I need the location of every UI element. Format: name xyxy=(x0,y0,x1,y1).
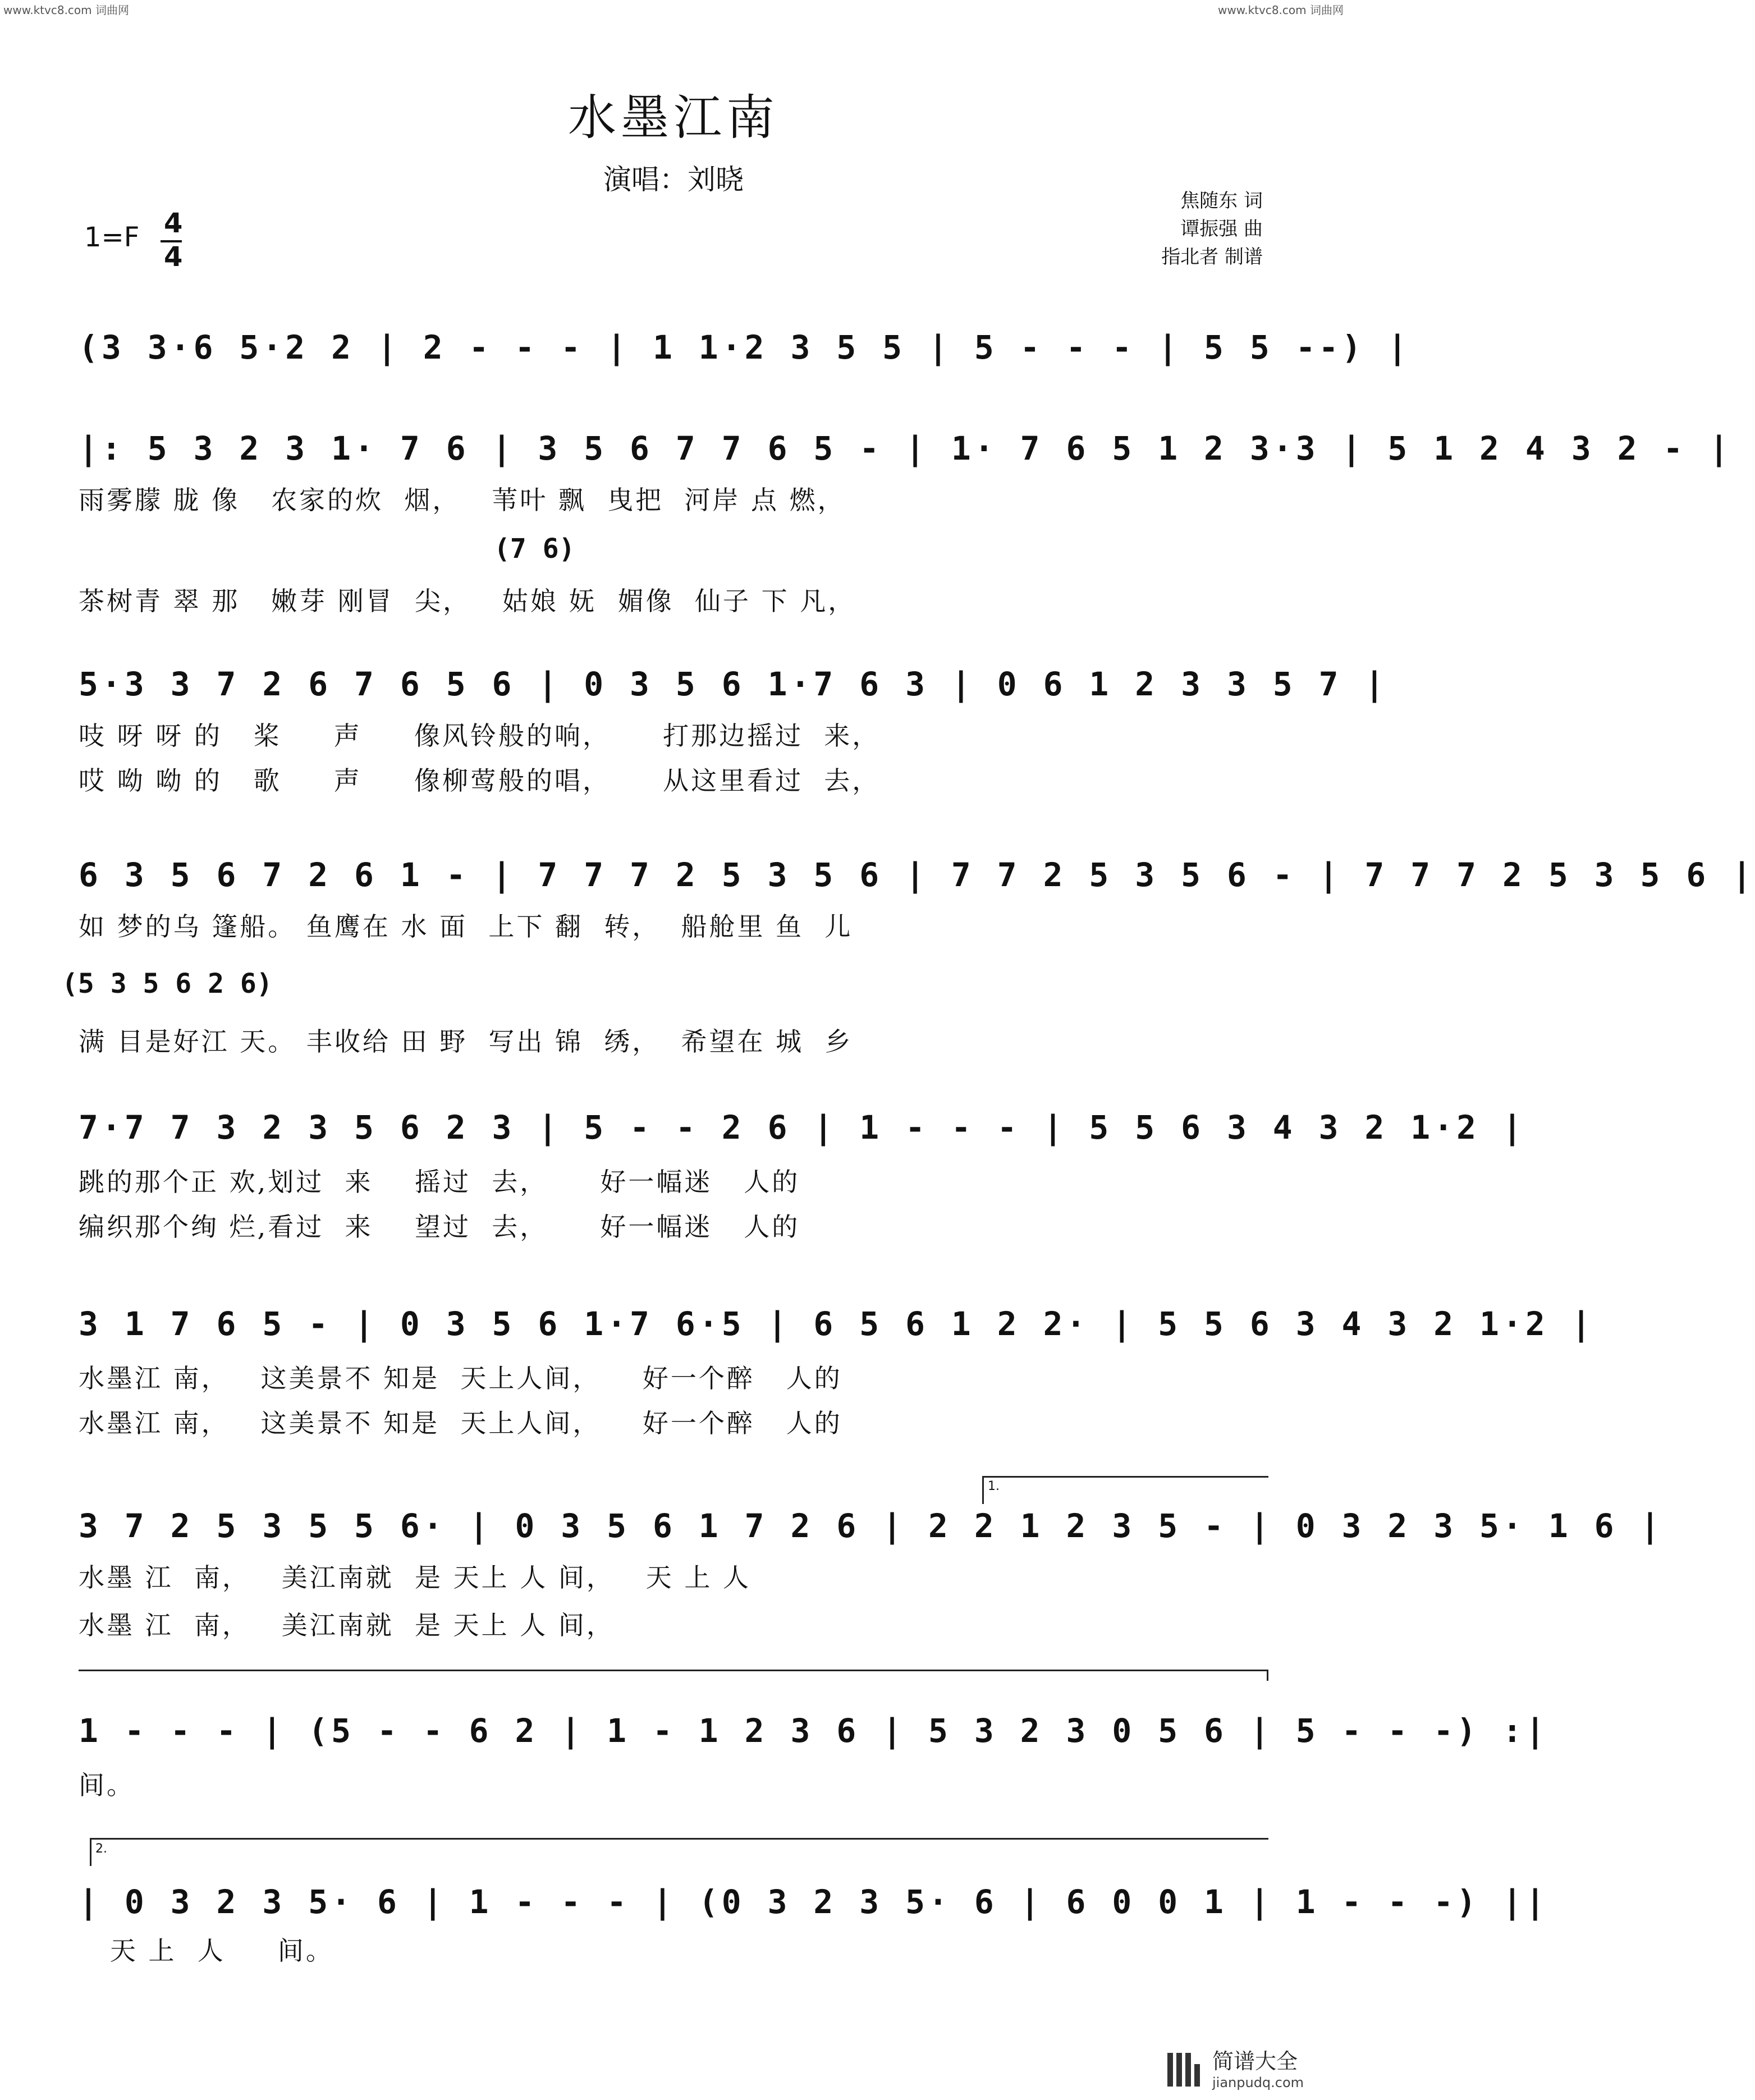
staff-row-4: 7·7 7 3 2 3 5 6 2 3 | 5 - - 2 6 | 1 - - - | 5 5 6 3 4 3 2 1·2 | xyxy=(79,1108,1525,1147)
logo-url: jianpudq.com xyxy=(1212,2074,1304,2090)
volta-1-end-tick xyxy=(1267,1670,1268,1681)
singer: 演唱：刘晓 xyxy=(603,163,744,196)
lyric-row-4-verse-2: 编织那个绚 烂,看过 来 望过 去， 好一幅迷 人的 xyxy=(79,1212,800,1242)
key-signature: 1=F xyxy=(84,222,140,253)
staff-row-1: |: 5 3 2 3 1· 7 6 | 3 5 6 7 7 6 5 - | 1· 7 6 5 1 2 3·3 | 5 1 2 4 3 2 - | xyxy=(79,429,1733,467)
paren-alt-notes-2: (5 3 5 6 2 6) xyxy=(62,968,273,999)
staff-row-7: 1 - - - | (5 - - 6 2 | 1 - 1 2 3 6 | 5 3 2 3 0 5 6 | 5 - - -) :| xyxy=(79,1712,1548,1750)
lyricist-credit: 焦随东 词 xyxy=(1180,190,1263,212)
lyric-row-1-verse-2: 茶树青 翠 那 嫩芽 刚冒 尖， 姑娘 妩 媚像 仙子 下 凡， xyxy=(79,586,856,616)
staff-row-2: 5·3 3 7 2 6 7 6 5 6 | 0 3 5 6 1·7 6 3 | 0 6 1 2 3 3 5 7 | xyxy=(79,665,1388,703)
lyric-row-6-verse-1: 水墨 江 南， 美江南就 是 天上 人 间， 天 上 人 xyxy=(79,1562,751,1593)
staff-row-intro: (3 3·6 5·2 2 | 2 - - - | 1 1·2 3 5 5 | 5 - - - | 5 5 --) | xyxy=(79,328,1411,366)
lyric-row-8: 天 上 人 间。 xyxy=(79,1936,334,1966)
lyric-row-6-verse-2: 水墨 江 南， 美江南就 是 天上 人 间， xyxy=(79,1610,615,1640)
volta-1-bracket xyxy=(982,1476,1268,1478)
site-logo xyxy=(1167,2042,1336,2092)
lyric-row-7: 间。 xyxy=(79,1770,135,1800)
staff-row-8: | 0 3 2 3 5· 6 | 1 - - - | (0 3 2 3 5· 6 | 6 0 0 1 | 1 - - -) || xyxy=(79,1883,1548,1921)
time-sig-bottom: 4 xyxy=(164,241,183,273)
volta-1-tick xyxy=(982,1476,984,1504)
volta-1-label: 1. xyxy=(988,1479,1000,1493)
logo-name: 简谱大全 xyxy=(1212,2048,1298,2074)
staff-row-6: 3 7 2 5 3 5 5 6· | 0 3 5 6 1 7 2 6 | 2 2 1 2 3 5 - | 0 3 2 3 5· 1 6 | xyxy=(79,1507,1664,1545)
volta-2-label: 2. xyxy=(95,1842,107,1856)
lyric-row-4-verse-1: 跳的那个正 欢,划过 来 摇过 去， 好一幅迷 人的 xyxy=(79,1167,800,1197)
logo-bars-icon xyxy=(1167,2047,1207,2087)
site-watermark-left: www.ktvc8.com 词曲网 xyxy=(3,3,130,17)
staff-row-5: 3 1 7 6 5 - | 0 3 5 6 1·7 6·5 | 6 5 6 1 2 2· | 5 5 6 3 4 3 2 1·2 | xyxy=(79,1305,1594,1343)
lyric-row-3-verse-2: 满 目是好江 天。 丰收给 田 野 写出 锦 绣， 希望在 城 乡 xyxy=(79,1026,853,1057)
song-title: 水墨江南 xyxy=(568,90,779,146)
lyric-row-5-verse-1: 水墨江 南， 这美景不 知是 天上人间， 好一个醉 人的 xyxy=(79,1363,842,1393)
lyric-row-1-verse-1: 雨雾朦 胧 像 农家的炊 烟， 苇叶 飘 曳把 河岸 点 燃， xyxy=(79,485,846,515)
paren-alt-notes-1: (7 6) xyxy=(494,533,575,565)
lyric-row-2-verse-1: 吱 呀 呀 的 桨 声 像风铃般的响， 打那边摇过 来， xyxy=(79,721,881,751)
volta-1-continuation-line xyxy=(79,1670,1268,1671)
lyric-row-5-verse-2: 水墨江 南， 这美景不 知是 天上人间， 好一个醉 人的 xyxy=(79,1408,842,1438)
lyric-row-3-verse-1: 如 梦的乌 篷船。 鱼鹰在 水 面 上下 翻 转， 船舱里 鱼 儿 xyxy=(79,911,853,942)
volta-2-tick xyxy=(90,1838,91,1866)
staff-row-3: 6 3 5 6 7 2 6 1 - | 7 7 7 2 5 3 5 6 | 7 7 2 5 3 5 6 - | 7 7 7 2 5 3 5 6 | xyxy=(79,856,1755,894)
site-watermark-right: www.ktvc8.com 词曲网 xyxy=(1217,3,1344,17)
volta-2-bracket xyxy=(90,1838,1268,1840)
lyric-row-2-verse-2: 哎 呦 呦 的 歌 声 像柳莺般的唱， 从这里看过 去， xyxy=(79,765,881,796)
composer-credit: 谭振强 曲 xyxy=(1180,218,1263,240)
time-sig-top: 4 xyxy=(164,208,183,239)
transcriber-credit: 指北者 制谱 xyxy=(1161,246,1263,268)
